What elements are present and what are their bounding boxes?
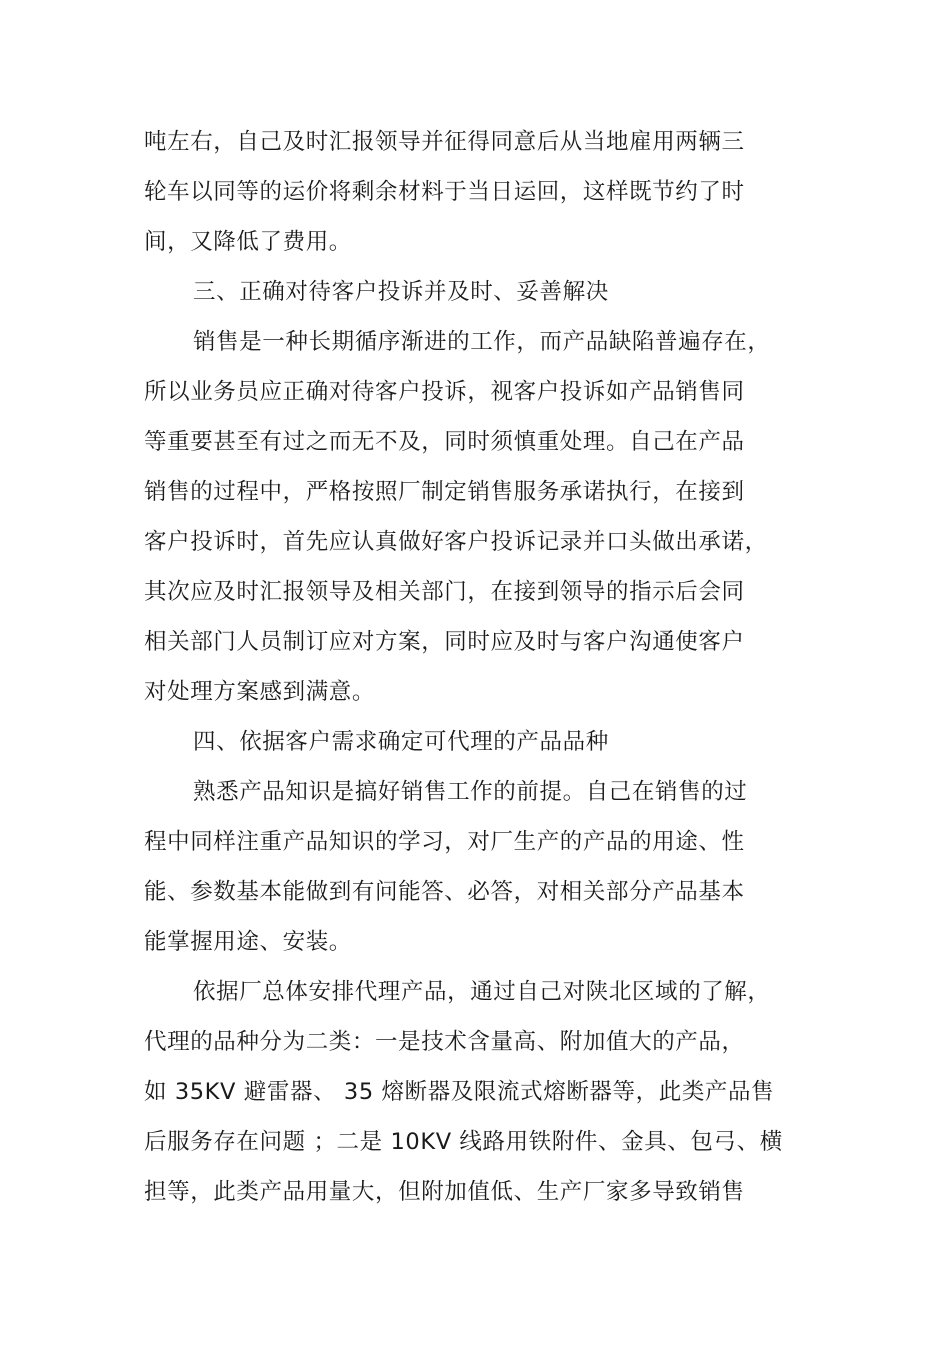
text-line: 能掌握用途、安装。 [144,929,352,955]
text-line: 代理的品种分为二类：一是技术含量高、附加值大的产品， [144,1029,745,1055]
section-heading: 三、正确对待客户投诉并及时、妥善解决 [193,279,609,305]
text-line: 客户投诉时，首先应认真做好客户投诉记录并口头做出承诺， [144,529,768,555]
text-line: 相关部门人员制订应对方案，同时应及时与客户沟通使客户 [144,629,745,655]
text-line: 销售的过程中，严格按照厂制定销售服务承诺执行，在接到 [144,479,745,505]
text-line: 销售是一种长期循序渐进的工作，而产品缺陷普遍存在， [193,329,771,355]
text-line: 担等，此类产品用量大，但附加值低、生产厂家多导致销售 [144,1179,745,1205]
text-line: 间，又降低了费用。 [144,229,352,255]
text-line: 轮车以同等的运价将剩余材料于当日运回，这样既节约了时 [144,179,745,205]
text-line: 等重要甚至有过之而无不及，同时须慎重处理。自己在产品 [144,429,745,455]
text-line: 后服务存在问题 ；二是 10KV 线路用铁附件、金具、包弓、横 [144,1129,783,1155]
text-line: 对处理方案感到满意。 [144,679,376,705]
text-line: 熟悉产品知识是搞好销售工作的前提。自己在销售的过 [193,779,748,805]
text-line: 依据厂总体安排代理产品，通过自己对陕北区域的了解， [193,979,771,1005]
text-line: 程中同样注重产品知识的学习，对厂生产的产品的用途、性 [144,829,745,855]
text-line: 所以业务员应正确对待客户投诉，视客户投诉如产品销售同 [144,379,745,405]
text-line: 能、参数基本能做到有问能答、必答，对相关部分产品基本 [144,879,745,905]
text-line: 其次应及时汇报领导及相关部门，在接到领导的指示后会同 [144,579,745,605]
section-heading: 四、依据客户需求确定可代理的产品品种 [193,729,609,755]
text-line: 如 35KV 避雷器、 35 熔断器及限流式熔断器等，此类产品售 [144,1079,775,1105]
text-line: 吨左右，自己及时汇报领导并征得同意后从当地雇用两辆三 [144,129,745,155]
